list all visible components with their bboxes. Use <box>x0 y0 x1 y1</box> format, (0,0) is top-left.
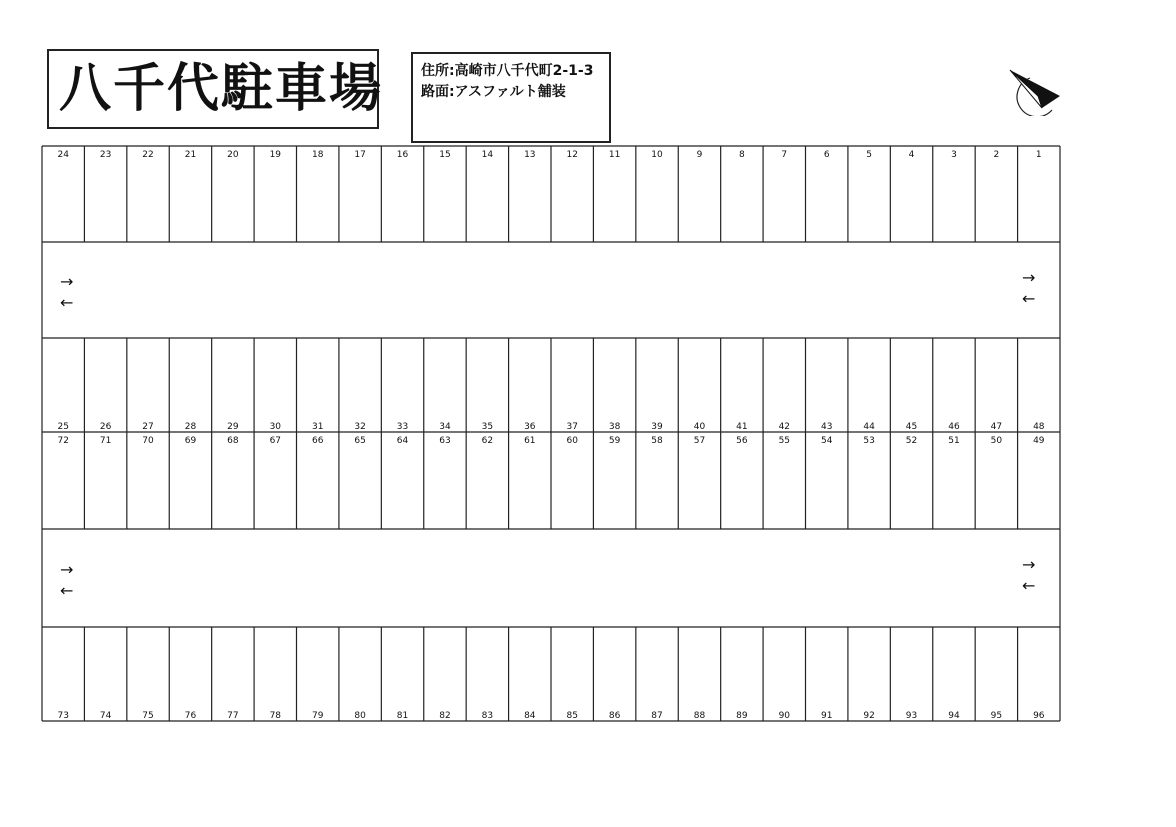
row-3-number: 68 <box>227 436 239 446</box>
row-2-number: 37 <box>566 422 578 432</box>
row-3-number: 51 <box>948 436 960 446</box>
row-4-number: 74 <box>99 711 112 721</box>
row-2-number: 46 <box>948 422 960 432</box>
surface-text: 路面:アスファルト舗装 <box>421 84 566 100</box>
row-1-number: 13 <box>524 150 536 160</box>
row-1-number: 16 <box>396 150 409 160</box>
row-1-number: 4 <box>908 150 915 160</box>
row-2-number: 44 <box>863 422 875 432</box>
row-2-number: 40 <box>693 422 706 432</box>
row-3-number: 54 <box>820 436 833 446</box>
row-2-number: 29 <box>227 422 239 432</box>
row-1-number: 9 <box>696 150 703 160</box>
row-4-number: 88 <box>693 711 706 721</box>
row-4-number: 85 <box>566 711 578 721</box>
row-3-number: 67 <box>269 436 282 446</box>
row-1-number: 19 <box>269 150 282 160</box>
row-2-number: 38 <box>608 422 621 432</box>
row-2-number: 27 <box>142 422 154 432</box>
row-3-number: 50 <box>990 436 1003 446</box>
aisle1-right-left-arrow: ← <box>1022 289 1036 308</box>
row-4-number: 80 <box>354 711 366 721</box>
row-4-number: 78 <box>269 711 282 721</box>
row-2-number: 47 <box>990 422 1003 432</box>
row-2-number: 28 <box>184 422 197 432</box>
row-1-number: 24 <box>57 150 69 160</box>
row-2-number: 34 <box>439 422 451 432</box>
row-4-number: 94 <box>948 711 960 721</box>
row-2-number: 31 <box>311 422 324 432</box>
row-4-number: 81 <box>396 711 409 721</box>
row-1-number: 11 <box>608 150 621 160</box>
row-1-number: 10 <box>651 150 663 160</box>
row-3-number: 69 <box>184 436 197 446</box>
page-title: 八千代駐車場 <box>59 59 384 119</box>
row-1-number: 21 <box>184 150 197 160</box>
row-1-number: 15 <box>439 150 451 160</box>
aisle1-left-left-arrow: ← <box>60 293 74 312</box>
row-3-number: 65 <box>354 436 366 446</box>
row-4-number: 92 <box>863 711 875 721</box>
row-4-number: 87 <box>651 711 663 721</box>
row-1-number: 18 <box>311 150 324 160</box>
row-1-number: 22 <box>142 150 154 160</box>
row-1-number: 17 <box>354 150 366 160</box>
row-4-number: 75 <box>142 711 154 721</box>
aisle2-left-left-arrow: ← <box>60 581 74 600</box>
stall-lines <box>42 146 1060 721</box>
row-1-number: 3 <box>951 150 957 160</box>
row-3-number: 61 <box>524 436 536 446</box>
aisle1-left-right-arrow: → <box>60 272 74 291</box>
row-4-number: 96 <box>1033 711 1045 721</box>
row-4-number: 90 <box>778 711 791 721</box>
row-4-number: 93 <box>905 711 918 721</box>
row-1-number: 14 <box>481 150 494 160</box>
row-2-number: 36 <box>524 422 536 432</box>
row-1-number: 2 <box>993 150 1000 160</box>
row-4-number: 77 <box>227 711 239 721</box>
row-2-number: 35 <box>481 422 494 432</box>
row-1-number: 12 <box>566 150 578 160</box>
row-2-number: 48 <box>1033 422 1045 432</box>
row-3-number: 63 <box>439 436 451 446</box>
row-1-number: 1 <box>1035 150 1042 160</box>
row-2-number: 32 <box>354 422 366 432</box>
row-1-number: 5 <box>866 150 872 160</box>
row-4-number: 86 <box>608 711 621 721</box>
row-3-number: 60 <box>566 436 578 446</box>
row-3-number: 56 <box>736 436 748 446</box>
aisle2-left-right-arrow: → <box>60 560 74 579</box>
row-1-number: 20 <box>227 150 239 160</box>
row-2-number: 41 <box>736 422 748 432</box>
aisle1-right-right-arrow: → <box>1022 268 1036 287</box>
row-3-number: 58 <box>651 436 663 446</box>
row-2-number: 26 <box>99 422 112 432</box>
address-text: 住所:高崎市八千代町2-1-3 <box>421 63 594 79</box>
row-4-number: 83 <box>481 711 494 721</box>
aisle-arrows <box>60 268 1035 600</box>
row-3-number: 49 <box>1033 436 1045 446</box>
row-4-number: 82 <box>439 711 451 721</box>
aisle2-right-right-arrow: → <box>1022 555 1036 574</box>
row-4-number: 91 <box>820 711 833 721</box>
row-1-number: 23 <box>99 150 112 160</box>
row-3-number: 55 <box>778 436 791 446</box>
row-2-number: 33 <box>396 422 409 432</box>
row-3-number: 64 <box>396 436 409 446</box>
row-4-number: 84 <box>524 711 536 721</box>
row-1-number: 6 <box>823 150 830 160</box>
row-3-number: 59 <box>608 436 621 446</box>
row-2-number: 45 <box>905 422 918 432</box>
row-3-number: 53 <box>863 436 875 446</box>
row-4-number: 76 <box>184 711 197 721</box>
row-2-number: 25 <box>57 422 69 432</box>
row-4-number: 95 <box>990 711 1003 721</box>
row-3-number: 52 <box>905 436 918 446</box>
aisle2-right-left-arrow: ← <box>1022 576 1036 595</box>
row-3-number: 72 <box>57 436 69 446</box>
row-4-number: 79 <box>311 711 324 721</box>
row-2-number: 42 <box>778 422 791 432</box>
row-3-number: 71 <box>99 436 112 446</box>
row-3-number: 70 <box>142 436 154 446</box>
row-2-number: 43 <box>820 422 833 432</box>
row-3-number: 66 <box>311 436 324 446</box>
row-3-number: 62 <box>481 436 494 446</box>
row-4-number: 89 <box>736 711 748 721</box>
row-1-number: 8 <box>739 150 745 160</box>
row-4-number: 73 <box>57 711 69 721</box>
row-3-number: 57 <box>693 436 706 446</box>
row-1-number: 7 <box>781 150 788 160</box>
row-2-number: 30 <box>269 422 282 432</box>
row-2-number: 39 <box>651 422 663 432</box>
